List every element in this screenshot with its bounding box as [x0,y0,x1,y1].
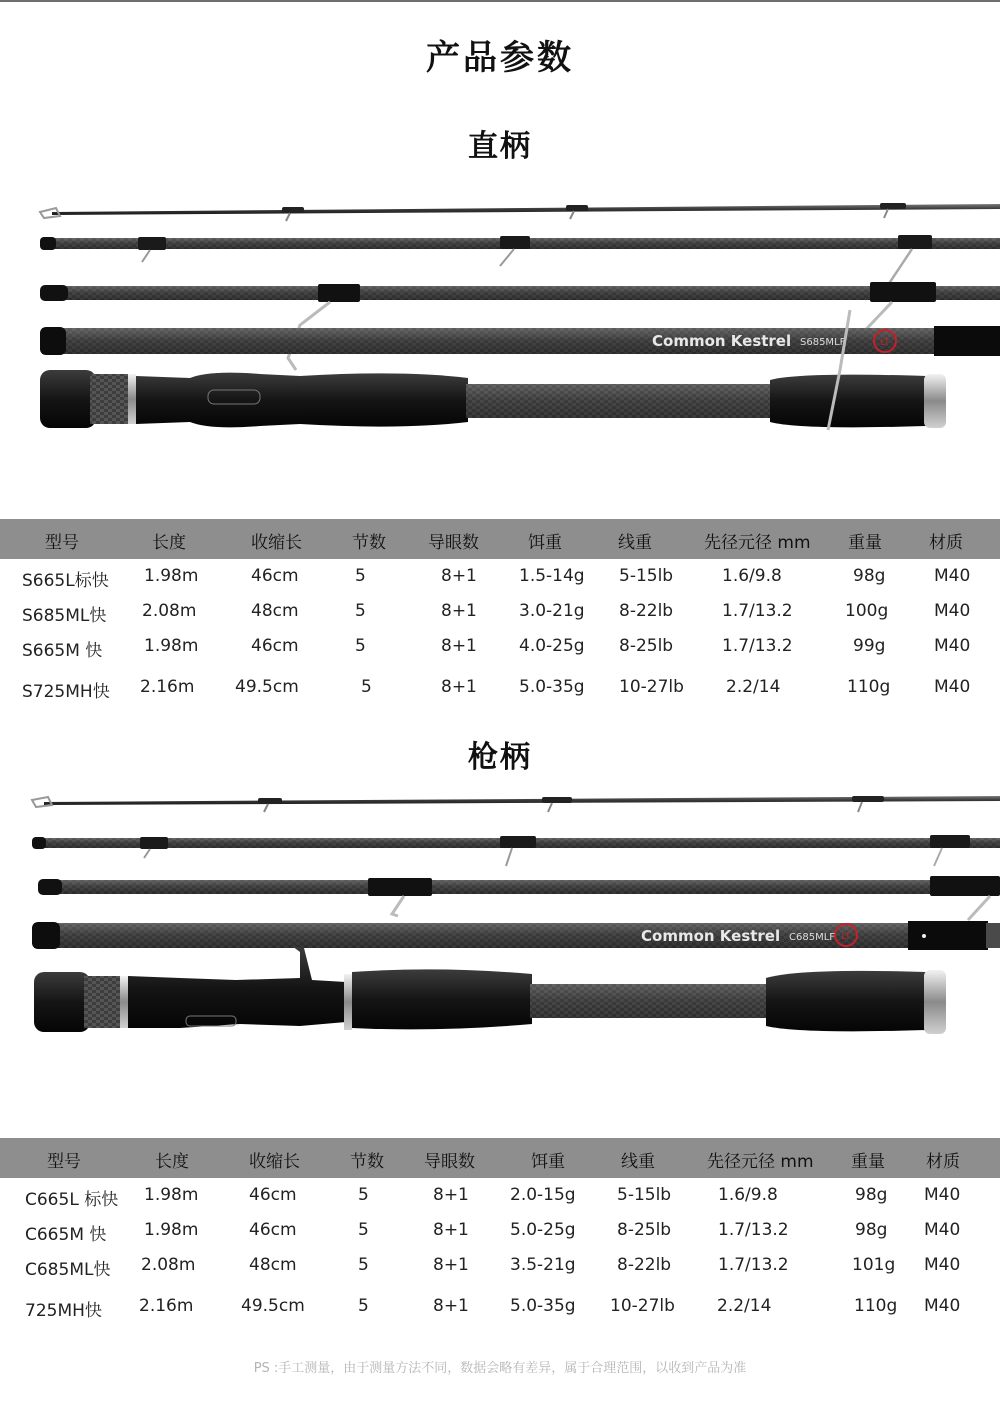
header-line-weight: 线重 [621,1152,655,1172]
header-length: 长度 [152,533,186,553]
header-diameter: 先径元径 mm [707,1152,814,1172]
cell-model: C665M 快 [25,1225,107,1245]
header-line-weight: 线重 [618,533,652,553]
cell-guides: 8+1 [441,566,477,586]
cell-weight: 101g [852,1255,896,1275]
table-row [0,559,1000,594]
table-header [0,1138,1000,1178]
table-row [0,1248,1000,1283]
cell-sections: 5 [358,1220,369,1240]
header-material: 材质 [929,533,963,553]
cell-line: 8-25lb [619,636,674,656]
cell-guides: 8+1 [441,677,477,697]
cell-closed: 46cm [251,566,299,586]
cell-lure: 1.5-14g [519,566,585,586]
table-row [0,629,1000,664]
cell-diameter: 1.7/13.2 [722,601,793,621]
cell-length: 1.98m [144,1185,199,1205]
cell-closed: 48cm [249,1255,297,1275]
cell-length: 2.08m [141,1255,196,1275]
cell-model: 725MH快 [25,1301,102,1321]
footnote: PS :手工测量，由于测量方法不同，数据会略有差异，属于合理范围，以收到产品为准 [253,1361,747,1376]
rod-badge-text: LT [841,932,851,942]
cell-lure: 5.0-25g [510,1220,576,1240]
cell-weight: 98g [853,566,886,586]
cell-length: 2.16m [139,1296,194,1316]
cell-line: 5-15lb [617,1185,672,1205]
rod-section-tip [40,203,1000,221]
cell-guides: 8+1 [433,1185,469,1205]
spec-table-spinning [0,519,1000,709]
cell-weight: 98g [855,1185,888,1205]
casting-rod-image [0,780,1000,1045]
cell-material: M40 [934,566,971,586]
cell-diameter: 1.7/13.2 [718,1220,789,1240]
cell-diameter: 1.7/13.2 [722,636,793,656]
cell-sections: 5 [361,677,372,697]
header-closed-length: 收缩长 [249,1152,300,1172]
cell-material: M40 [924,1296,961,1316]
cell-line: 5-15lb [619,566,674,586]
table-row [0,1178,1000,1213]
cell-closed: 46cm [251,636,299,656]
header-material: 材质 [926,1152,960,1172]
cell-line: 10-27lb [610,1296,675,1316]
rod-model-text: C685MLF [789,932,836,943]
cell-weight: 99g [853,636,886,656]
cell-line: 10-27lb [619,677,684,697]
cell-material: M40 [934,636,971,656]
cell-sections: 5 [358,1185,369,1205]
header-guides: 导眼数 [428,533,479,553]
cell-weight: 100g [845,601,889,621]
top-rule [0,0,1000,2]
cell-diameter: 2.2/14 [717,1296,772,1316]
rod-handle-casting [34,946,946,1034]
table-row [0,1283,1000,1328]
header-model: 型号 [47,1152,81,1172]
header-length: 长度 [155,1152,189,1172]
table-row [0,594,1000,629]
cell-sections: 5 [355,601,366,621]
cell-guides: 8+1 [433,1220,469,1240]
header-guides: 导眼数 [424,1152,475,1172]
cell-model: S665M 快 [22,641,103,661]
cell-closed: 48cm [251,601,299,621]
table-header [0,519,1000,559]
cell-closed: 49.5cm [235,677,299,697]
page-title: 产品参数 [426,38,574,78]
cell-weight: 98g [855,1220,888,1240]
cell-guides: 8+1 [441,601,477,621]
cell-lure: 5.0-35g [510,1296,576,1316]
section-title-casting: 枪柄 [468,740,532,775]
rod-section-tip [32,796,1000,812]
cell-length: 1.98m [144,566,199,586]
cell-material: M40 [934,677,971,697]
rod-brand-text: Common Kestrel [641,927,781,945]
cell-line: 8-25lb [617,1220,672,1240]
header-model: 型号 [45,533,79,553]
cell-weight: 110g [854,1296,898,1316]
cell-lure: 4.0-25g [519,636,585,656]
spinning-rod-image [0,190,1000,440]
table-row [0,1213,1000,1248]
rod-section-2 [40,235,1000,285]
rod-brand-text: Common Kestrel [652,332,792,350]
cell-closed: 49.5cm [241,1296,305,1316]
rod-section-3 [40,282,1000,370]
cell-closed: 46cm [249,1185,297,1205]
cell-material: M40 [924,1255,961,1275]
spec-table-casting [0,1138,1000,1328]
cell-material: M40 [934,601,971,621]
cell-length: 2.16m [140,677,195,697]
header-diameter: 先径元径 mm [704,533,811,553]
cell-lure: 5.0-35g [519,677,585,697]
cell-guides: 8+1 [441,636,477,656]
header-weight: 重量 [848,533,882,553]
cell-diameter: 1.6/9.8 [722,566,782,586]
rod-section-butt [32,921,1000,950]
cell-material: M40 [924,1220,961,1240]
cell-closed: 46cm [249,1220,297,1240]
cell-lure: 3.0-21g [519,601,585,621]
cell-diameter: 1.6/9.8 [718,1185,778,1205]
cell-weight: 110g [847,677,891,697]
header-sections: 节数 [352,533,386,553]
cell-diameter: 2.2/14 [726,677,781,697]
header-sections: 节数 [350,1152,384,1172]
table-row [0,664,1000,709]
rod-section-butt [40,326,1000,356]
cell-model: S725MH快 [22,682,110,702]
cell-line: 8-22lb [619,601,674,621]
cell-model: C665L 标快 [25,1190,119,1210]
section-title-spinning: 直柄 [468,129,532,164]
cell-model: C685ML快 [25,1260,111,1280]
rod-section-3 [38,876,1000,920]
header-closed-length: 收缩长 [251,533,302,553]
cell-model: S685ML快 [22,606,107,626]
cell-length: 1.98m [144,1220,199,1240]
rod-section-2 [32,835,1000,866]
cell-material: M40 [924,1185,961,1205]
cell-line: 8-22lb [617,1255,672,1275]
cell-length: 1.98m [144,636,199,656]
header-weight: 重量 [851,1152,885,1172]
header-lure-weight: 饵重 [528,533,562,553]
cell-diameter: 1.7/13.2 [718,1255,789,1275]
cell-length: 2.08m [142,601,197,621]
cell-sections: 5 [358,1296,369,1316]
rod-model-text: S685MLF [800,337,846,348]
cell-lure: 2.0-15g [510,1185,576,1205]
cell-guides: 8+1 [433,1296,469,1316]
cell-guides: 8+1 [433,1255,469,1275]
cell-lure: 3.5-21g [510,1255,576,1275]
header-lure-weight: 饵重 [531,1152,565,1172]
cell-model: S665L标快 [22,571,109,591]
cell-sections: 5 [355,566,366,586]
cell-sections: 5 [355,636,366,656]
rod-badge-text: LT [880,338,890,348]
cell-sections: 5 [358,1255,369,1275]
